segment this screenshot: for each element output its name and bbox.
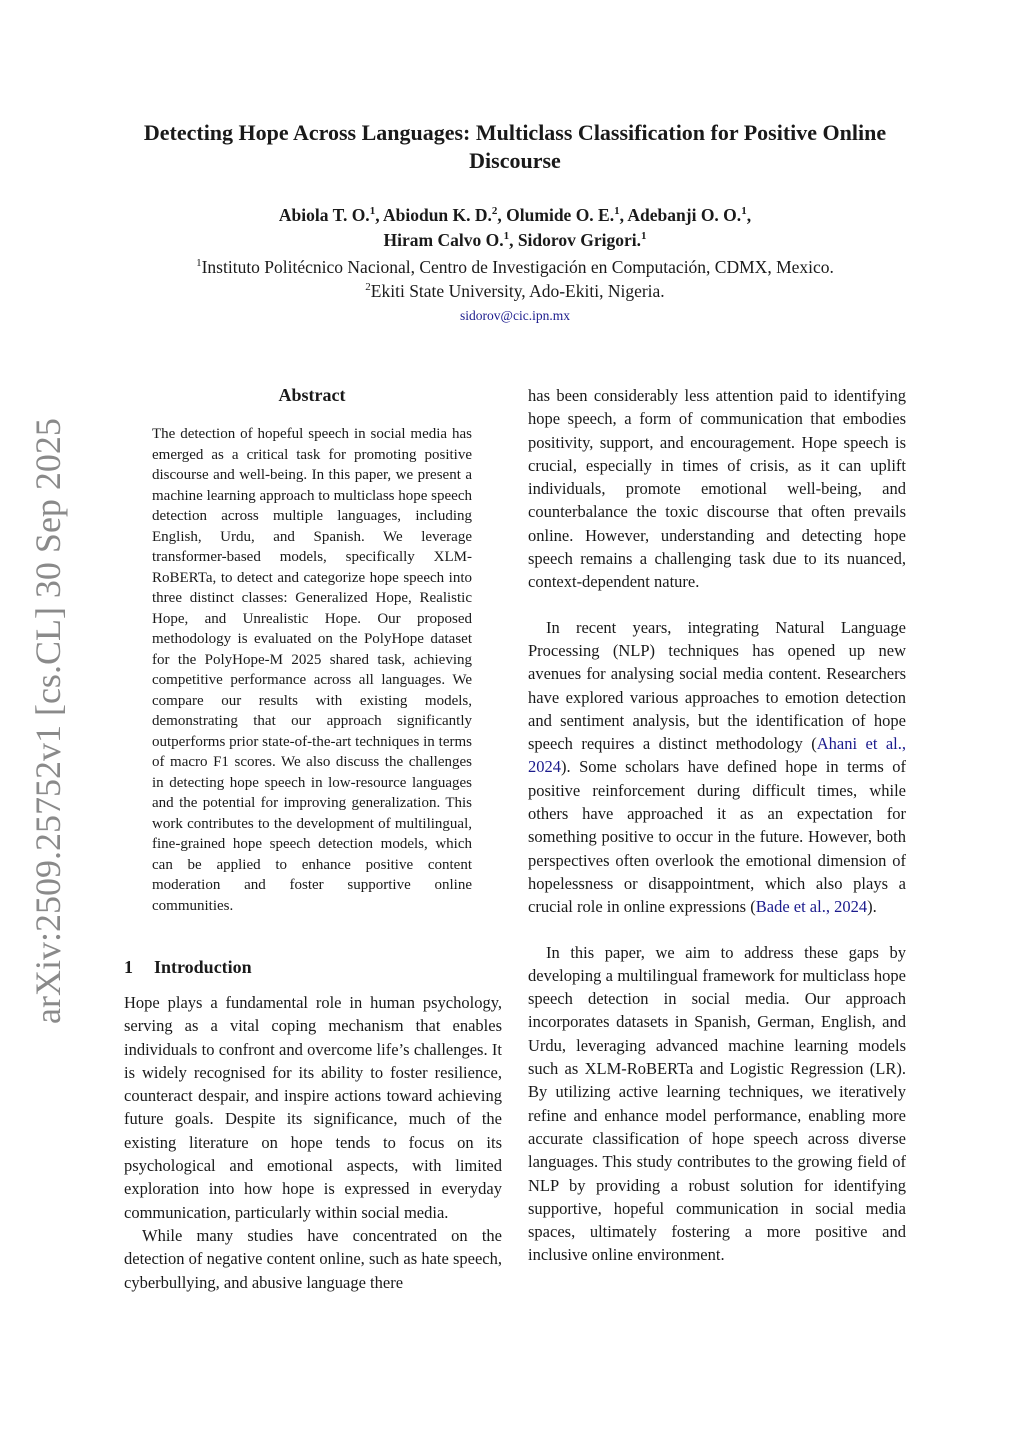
right-column-body (528, 384, 906, 1267)
contact-email[interactable]: sidorov@cic.ipn.mx (460, 308, 570, 323)
author-affil-mark: 1 (640, 230, 647, 243)
author-line-2: Hiram Calvo O.$^1$, Sidorov Grigori.$^1$ (383, 230, 647, 250)
arxiv-stamp: arXiv:2509.25752v1 [cs.CL] 30 Sep 2025 (28, 418, 68, 1024)
section-title: Introduction (154, 957, 252, 977)
author-affil-mark: 1 (741, 205, 747, 218)
left-column-body (124, 991, 502, 1294)
author-affil-mark: 1 (614, 205, 620, 218)
author-name: Abiola T. O. (278, 205, 370, 225)
author-affil-mark: 2 (491, 205, 498, 218)
citation-link[interactable]: Ahani et al., 2024 (528, 734, 907, 777)
author-list (100, 203, 930, 253)
affiliation-1: $^1$Instituto Politécnico Nacional, Centro de Investigación en Computación, CDMX, Mexico. (196, 257, 834, 277)
affiliation-2: $^2$Ekiti State University, Ado-Ekiti, Nigeria. (365, 281, 665, 301)
citation-link[interactable]: Bade et al., 2024 (755, 897, 868, 917)
abstract-heading: Abstract (278, 385, 346, 405)
abstract-text: The detection of hopeful speech in social media has emerged as a critical task for promoting positive discourse and well-being. In this paper, we present a machine learning approach to multiclass hope speech detection across multiple languages, including English, Urdu, and Spanish. We leverage transformer-based models, specifically XLM-RoBERTa, to detect and categorize hope speech into three distinct classes: Generalized Hope, Realistic Hope, and Unrealistic Hope. Our proposed methodology is evaluated on the PolyHope dataset for the PolyHope-M 2025 shared task, achieving competitive performance across all languages. We compare our results with existing models, demonstrating that our approach significantly outperforms prior state-of-the-art techniques in terms of macro F1 scores. We also discuss the challenges in detecting hope speech in low-resource languages and the potential for improving generalization. This work contributes to the development of multilingual, fine-grained hope speech detection models, which can be applied to enhance positive content moderation and foster supportive online communities. (152, 426, 472, 914)
section-heading-introduction (124, 955, 504, 979)
section-number: 1 (124, 957, 133, 977)
author-affil-mark: 1 (369, 205, 376, 218)
author-name: Sidorov Grigori. (517, 230, 641, 250)
intro-paragraph-2-continued: has been considerably less attention paid to identifying hope speech, a form of communication that embodies positivity, support, and encouragement. Hope speech is crucial, especially in times of crisis, as it can uplift individuals, promote emotional well-being, and counterbalance the toxic discourse that often prevails online. However, understanding and detecting hope speech remains a challenging task due to its nuanced, context-dependent nature. (528, 386, 906, 592)
author-line-1: Abiola T. O.$^1$, Abiodun K. D.$^2$, Olumide O. E.$^1$, Adebanji O. O.$^1$, (278, 205, 752, 225)
author-name: Olumide O. E. (506, 205, 615, 225)
author-name: Adebanji O. O. (627, 205, 742, 225)
affiliations (60, 255, 970, 303)
author-name: Abiodun K. D. (382, 205, 492, 225)
intro-paragraph-4: In this paper, we aim to address these gaps by developing a multilingual framework for multiclass hope speech detection in social media. Our approach incorporates datasets in Spanish, German, English, and Urdu, leveraging advanced machine learning models such as XLM-RoBERTa and Logistic Regression (LR). By utilizing active learning techniques, we iteratively refine and enhance model performance, enabling more accurate classification of hope speech across diverse languages. This study contributes to the growing field of NLP by providing a robust solution for identifying supportive, hopeful communication in social media spaces, ultimately fostering a more positive and inclusive online environment. (528, 942, 906, 1265)
intro-paragraph-2: While many studies have concentrated on the detection of negative content online, such as hate speech, cyberbullying, and abusive language there (124, 1225, 502, 1292)
intro-paragraph-3: In recent years, integrating Natural Language Processing (NLP) techniques has opened up new avenues for analysing social media content. Researchers have explored various approaches to emotion detection and sentiment analysis, but the identification of hope speech requires a distinct methodology (Ahani et al., 2024). Some scholars have defined hope in terms of positive reinforcement during difficult times, while others have approached it as an expectation for something positive to occur in the future. However, both perspectives often overlook the emotional dimension of hopelessness or disappointment, which also plays a crucial role in online expressions (Bade et al., 2024). (528, 617, 907, 917)
intro-paragraph-1: Hope plays a fundamental role in human psychology, serving as a vital coping mechanism that enables individuals to confront and overcome life’s challenges. It is widely recognised for its ability to foster resilience, counteract despair, and inspire actions toward achieving future goals. Despite its significance, much of the existing literature on hope tends to focus on its psychological and emotional aspects, with limited exploration into how hope is expressed in everyday communication, particularly within social media. (124, 993, 502, 1222)
author-affil-mark: 1 (503, 230, 510, 243)
author-name: Hiram Calvo O. (383, 230, 504, 250)
paper-title: Detecting Hope Across Languages: Multiclass Classification for Positive Online Discourse (143, 120, 887, 173)
